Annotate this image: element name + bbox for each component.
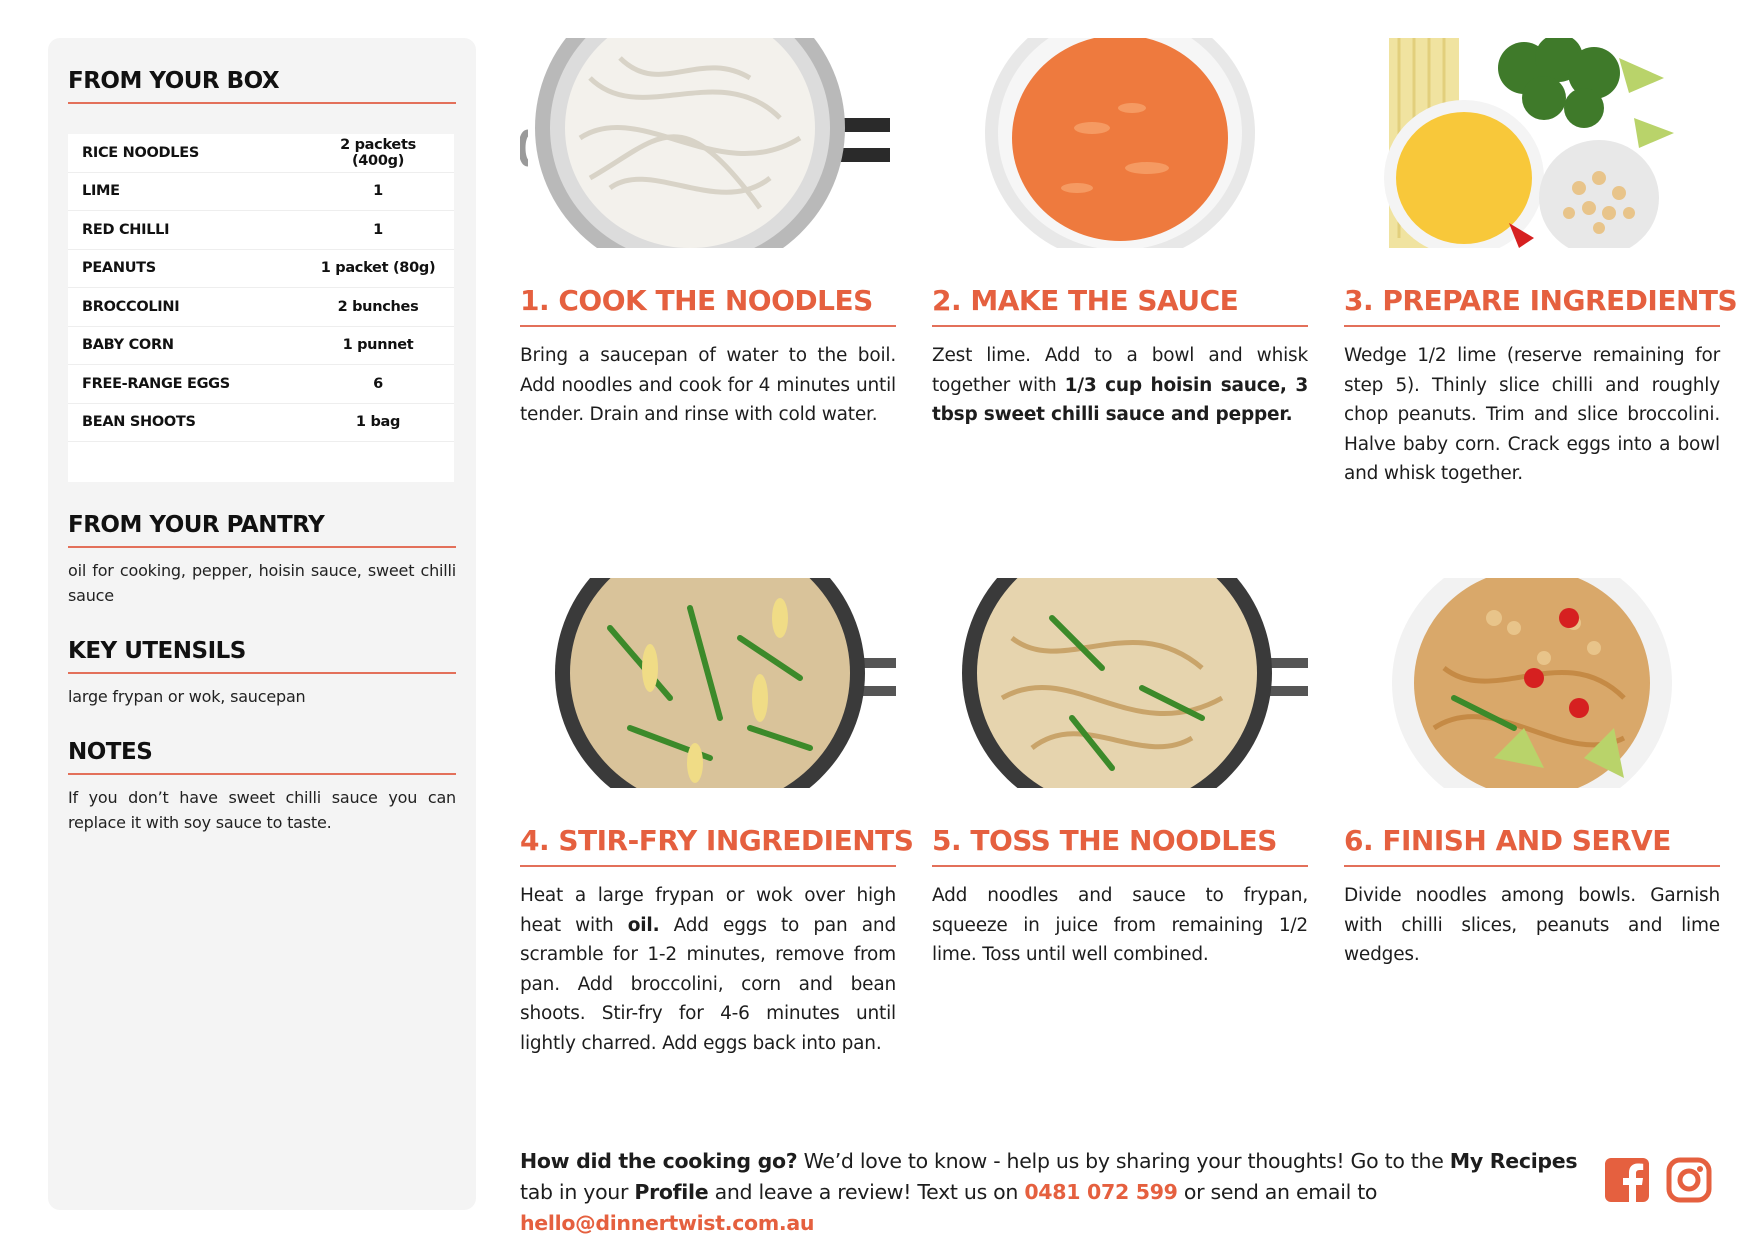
ingredient-name: RICE NOODLES — [82, 144, 199, 161]
step-2-title: 2. MAKE THE SAUCE — [932, 284, 1308, 327]
served-bowl-image — [1344, 578, 1720, 788]
instagram-icon[interactable] — [1665, 1156, 1713, 1204]
ingredient-name: PEANUTS — [82, 260, 156, 277]
ingredient-row — [68, 173, 454, 212]
utensils-heading: KEY UTENSILS — [68, 638, 456, 674]
step-3-photo — [1344, 38, 1720, 248]
facebook-icon[interactable] — [1603, 1156, 1651, 1204]
step-6-text: Divide noodles among bowls. Garnish with chilli slices, peanuts and lime wedges. — [1344, 885, 1720, 965]
from-your-box-heading: FROM YOUR BOX — [68, 68, 456, 104]
step-5 — [932, 578, 1308, 970]
ingredient-qty: 1 — [373, 183, 383, 200]
ingredient-qty: 1 bag — [355, 414, 401, 431]
ingredient-row — [68, 250, 454, 289]
step-4-text — [520, 881, 896, 1058]
footer-profile: Profile — [634, 1180, 709, 1204]
review-footer — [520, 1146, 1580, 1239]
footer-my-recipes: My Recipes — [1449, 1149, 1578, 1173]
ingredient-qty: 2 packets (400g) — [340, 136, 416, 169]
ingredient-qty: 1 punnet — [342, 337, 414, 354]
step-1-photo — [520, 38, 896, 248]
step-3-title: 3. PREPARE INGREDIENTS — [1344, 284, 1720, 327]
footer-text-4: or send an email to — [1177, 1180, 1378, 1204]
footer-question: How did the cooking go? — [520, 1149, 798, 1173]
step-6-title: 6. FINISH AND SERVE — [1344, 824, 1720, 867]
ingredient-name: FREE-RANGE EGGS — [82, 375, 230, 392]
ingredients-sidebar — [48, 38, 476, 1210]
step-5-title: 5. TOSS THE NOODLES — [932, 824, 1308, 867]
ingredient-name: BABY CORN — [82, 337, 174, 354]
ingredient-name: LIME — [82, 183, 120, 200]
notes-section — [68, 739, 456, 835]
step-1 — [520, 38, 896, 430]
step-3 — [1344, 38, 1738, 489]
footer-text-2: tab in your — [520, 1180, 635, 1204]
step-2-text — [932, 341, 1308, 430]
step-1-title: 1. COOK THE NOODLES — [520, 284, 896, 327]
ingredient-row — [68, 404, 454, 443]
prepared-ingredients-image — [1344, 38, 1720, 248]
footer-text-3: and leave a review! Text us on — [708, 1180, 1025, 1204]
step-5-photo — [932, 578, 1308, 788]
step-4 — [520, 578, 914, 1058]
noodles-colander-image — [520, 38, 896, 248]
footer-text-1: We’d love to know - help us by sharing your thoughts! Go to the — [797, 1149, 1450, 1173]
step-2-photo — [932, 38, 1308, 248]
notes-text: If you don’t have sweet chilli sauce you can replace it with soy sauce to taste. — [68, 788, 456, 832]
ingredient-qty: 2 bunches — [337, 298, 419, 315]
ingredient-name: BEAN SHOOTS — [82, 414, 196, 431]
step-6 — [1344, 578, 1720, 970]
footer-phone-link[interactable]: 0481 072 599 — [1024, 1180, 1178, 1204]
ingredient-row — [68, 288, 454, 327]
ingredient-row — [68, 365, 454, 404]
ingredient-row — [68, 134, 454, 173]
ingredient-qty: 1 packet (80g) — [320, 260, 436, 277]
step-4-photo — [520, 578, 896, 788]
step-6-photo — [1344, 578, 1720, 788]
utensils-section — [68, 638, 456, 709]
ingredient-qty: 6 — [373, 375, 383, 392]
step-4-text-plain: Heat a large frypan or wok over high heat with — [520, 885, 896, 936]
utensils-text: large frypan or wok, saucepan — [68, 687, 306, 706]
step-2 — [932, 38, 1308, 430]
step-2-text-bold: 1/3 cup hoisin sauce, 3 tbsp sweet chilli sauce and pepper. — [932, 374, 1308, 425]
step-2-text-plain: Zest lime. Add to a bowl and whisk together with — [932, 345, 1308, 396]
ingredient-row — [68, 327, 454, 366]
step-4-text-rest: Add eggs to pan and scramble for 1-2 minutes, remove from pan. Add broccolini, corn and bean shoots. Stir-fry for 4-6 minutes until lightly charred. Add eggs back into pan. — [520, 914, 896, 1054]
tossed-noodles-pan-image — [932, 578, 1308, 788]
step-4-title: 4. STIR-FRY INGREDIENTS — [520, 824, 896, 867]
notes-heading: NOTES — [68, 739, 456, 775]
step-1-text: Bring a saucepan of water to the boil. Add noodles and cook for 4 minutes until tender. Drain and rinse with cold water. — [520, 345, 896, 425]
pantry-heading: FROM YOUR PANTRY — [68, 512, 456, 548]
ingredients-table — [68, 134, 454, 482]
ingredient-qty: 1 — [373, 221, 383, 238]
pantry-text: oil for cooking, pepper, hoisin sauce, sweet chilli sauce — [68, 561, 456, 605]
ingredient-name: BROCCOLINI — [82, 298, 180, 315]
footer-email-link[interactable]: hello@dinnertwist.com.au — [520, 1211, 815, 1235]
step-4-text-bold: oil. — [627, 914, 660, 936]
pantry-section — [68, 512, 456, 608]
sauce-bowl-image — [932, 38, 1308, 248]
step-3-text: Wedge 1/2 lime (reserve remaining for step 5). Thinly slice chilli and roughly chop peanuts. Trim and slice broccolini. Halve baby corn. Crack eggs into a bowl and whisk together. — [1344, 345, 1720, 484]
step-5-text: Add noodles and sauce to frypan, squeeze in juice from remaining 1/2 lime. Toss until well combined. — [932, 885, 1308, 965]
stir-fry-pan-image — [520, 578, 896, 788]
ingredient-row — [68, 211, 454, 250]
ingredient-name: RED CHILLI — [82, 221, 170, 238]
